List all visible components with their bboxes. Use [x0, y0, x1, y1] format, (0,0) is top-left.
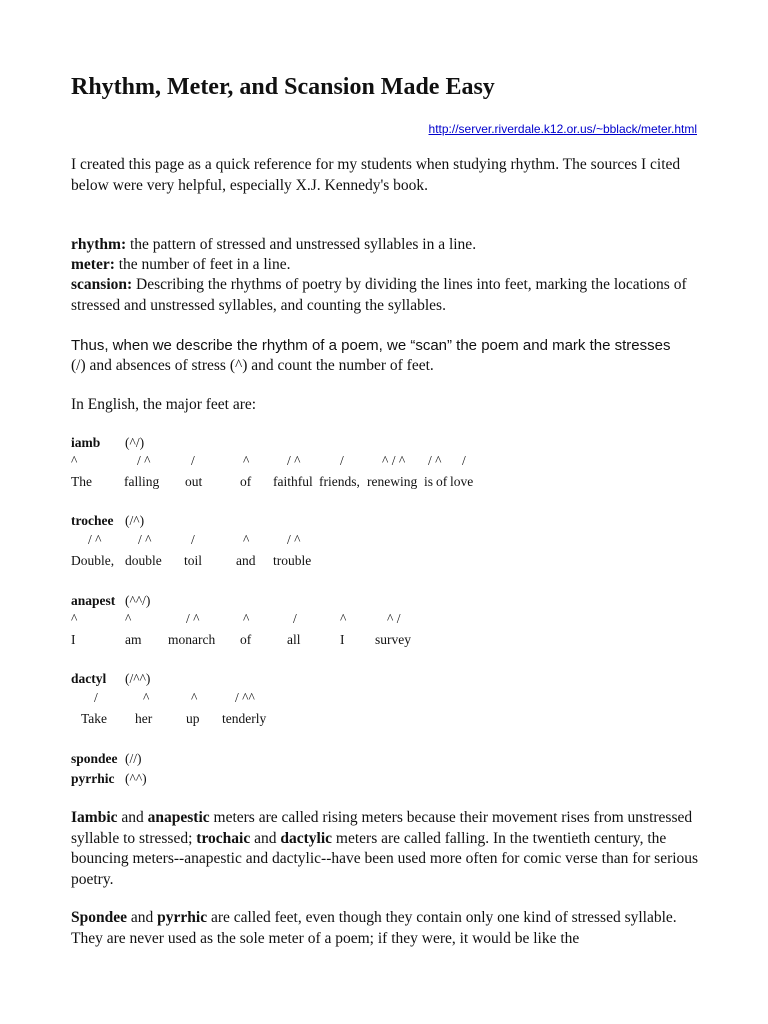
verse-word: trouble — [273, 553, 312, 568]
foot-heading-dactyl — [71, 671, 150, 687]
paragraph-text: and — [117, 809, 148, 826]
verse-word: all — [287, 632, 301, 647]
stress-mark: ^ — [143, 690, 150, 705]
verse-word: of — [240, 474, 252, 489]
paragraph-text: meters are called rising meters because their movement rises from unstressed syllable to stressed; — [71, 809, 693, 847]
verse-word: of — [240, 632, 252, 647]
foot-pattern: (/^) — [125, 513, 145, 528]
major-feet-intro: In English, the major feet are: — [71, 396, 257, 413]
term-pyrrhic: pyrrhic — [157, 909, 208, 926]
stress-mark: ^ / — [387, 611, 401, 626]
paragraph-text: are called feet, even though they contain only one kind of stressed syllable. They are never used as the sole meter of a poem; if they were, it would be like the — [71, 909, 677, 947]
intro-paragraph: I created this page as a quick reference for my students when studying rhythm. The sources I cited below were very helpful, especially X.J. Kennedy's book. — [71, 156, 681, 194]
verse-word: tenderly — [222, 711, 267, 726]
verse-word: friends, — [319, 474, 360, 489]
foot-name: spondee — [71, 751, 118, 766]
verse-word: The — [71, 474, 92, 489]
foot-heading-iamb — [71, 435, 144, 451]
stress-mark: ^ — [243, 453, 250, 468]
verse-word: I — [71, 632, 76, 647]
stress-mark: / ^ — [138, 532, 152, 547]
verse-word: her — [135, 711, 153, 726]
verse-word: double — [125, 553, 162, 568]
stress-mark: ^ — [71, 453, 78, 468]
spondee-pyrrhic-paragraph — [71, 908, 701, 949]
verse-word: out — [185, 474, 203, 489]
term-iambic: Iambic — [71, 809, 118, 826]
term-scansion: scansion: — [71, 276, 133, 293]
stress-mark: / ^ — [287, 532, 301, 547]
stress-mark: / ^ — [186, 611, 200, 626]
stress-mark: ^ / ^ — [382, 453, 406, 468]
term-anapestic: anapestic — [147, 809, 210, 826]
foot-pattern: (^^/) — [125, 593, 151, 608]
verse-word: love — [450, 474, 474, 489]
source-url-link[interactable]: http://server.riverdale.k12.or.us/~bblack/meter.html — [428, 122, 697, 136]
foot-heading-spondee — [71, 751, 142, 767]
term-trochaic: trochaic — [196, 829, 251, 847]
page-title: Rhythm, Meter, and Scansion Made Easy — [71, 74, 495, 100]
stress-mark: ^ — [243, 532, 250, 547]
stress-mark: / — [94, 690, 98, 705]
foot-name: anapest — [71, 593, 116, 608]
paragraph-text: meters are called falling. In the twentieth century, the bouncing meters--anapestic and dactylic--have been used more often for comic verse than for serious poetry. — [71, 829, 699, 888]
paragraph-text: and — [250, 829, 281, 847]
stress-mark: / — [191, 532, 195, 547]
definition-scansion-text: Describing the rhythms of poetry by dividing the lines into feet, marking the locations of stressed and unstressed syllables, and counting the syllables. — [71, 276, 687, 314]
foot-name: pyrrhic — [71, 771, 115, 786]
verse-word: and — [236, 553, 256, 568]
term-spondee: Spondee — [71, 909, 127, 926]
stress-mark: ^ — [71, 611, 78, 626]
definition-rhythm — [71, 235, 476, 256]
definition-rhythm-text: the pattern of stressed and unstressed syllables in a line. — [126, 236, 477, 253]
stress-mark: / ^ — [88, 532, 102, 547]
stress-mark: ^ — [125, 611, 132, 626]
foot-heading-trochee — [71, 513, 144, 529]
definition-scansion — [71, 275, 701, 316]
foot-pattern: (/^^) — [125, 671, 151, 686]
verse-word: toil — [184, 553, 203, 568]
stress-mark: / ^ — [137, 453, 151, 468]
foot-pattern: (^/) — [125, 435, 145, 450]
stress-mark: ^ — [243, 611, 250, 626]
stress-mark: ^ — [340, 611, 347, 626]
stress-mark: ^ — [191, 690, 198, 705]
paragraph-text: and — [127, 909, 158, 926]
definition-meter-text: the number of feet in a line. — [114, 256, 291, 273]
verse-word: renewing — [367, 474, 418, 489]
verse-word: up — [186, 711, 200, 726]
foot-pattern: (^^) — [125, 771, 147, 786]
foot-pattern: (//) — [125, 751, 142, 766]
thus-line-1: Thus, when we describe the rhythm of a poem, we “scan” the poem and mark the stresses — [71, 337, 671, 354]
stress-mark: / — [293, 611, 297, 626]
rising-falling-paragraph — [71, 808, 701, 890]
verse-word: faithful — [273, 474, 313, 489]
term-meter: meter: — [71, 256, 115, 273]
verse-word: survey — [375, 632, 411, 647]
verse-word: Take — [81, 711, 108, 726]
foot-heading-pyrrhic — [71, 771, 147, 787]
verse-word: is — [424, 474, 434, 489]
stress-mark: / ^ — [428, 453, 442, 468]
thus-line-2: (/) and absences of stress (^) and count the number of feet. — [71, 357, 434, 374]
foot-name: iamb — [71, 435, 101, 450]
verse-word: I — [340, 632, 345, 647]
definition-meter — [71, 255, 290, 276]
stress-mark: / — [340, 453, 344, 468]
verse-word: monarch — [168, 632, 216, 647]
verse-word: of — [436, 474, 448, 489]
stress-mark: / — [462, 453, 466, 468]
verse-word: Double, — [71, 553, 115, 568]
verse-word: am — [125, 632, 142, 647]
stress-mark: / — [191, 453, 195, 468]
stress-mark: / ^ — [287, 453, 301, 468]
verse-word: falling — [124, 474, 160, 489]
foot-name: dactyl — [71, 671, 107, 686]
stress-mark: / ^^ — [235, 690, 255, 705]
term-rhythm: rhythm: — [71, 236, 127, 253]
foot-heading-anapest — [71, 593, 150, 609]
foot-name: trochee — [71, 513, 114, 528]
term-dactylic: dactylic — [280, 829, 333, 847]
